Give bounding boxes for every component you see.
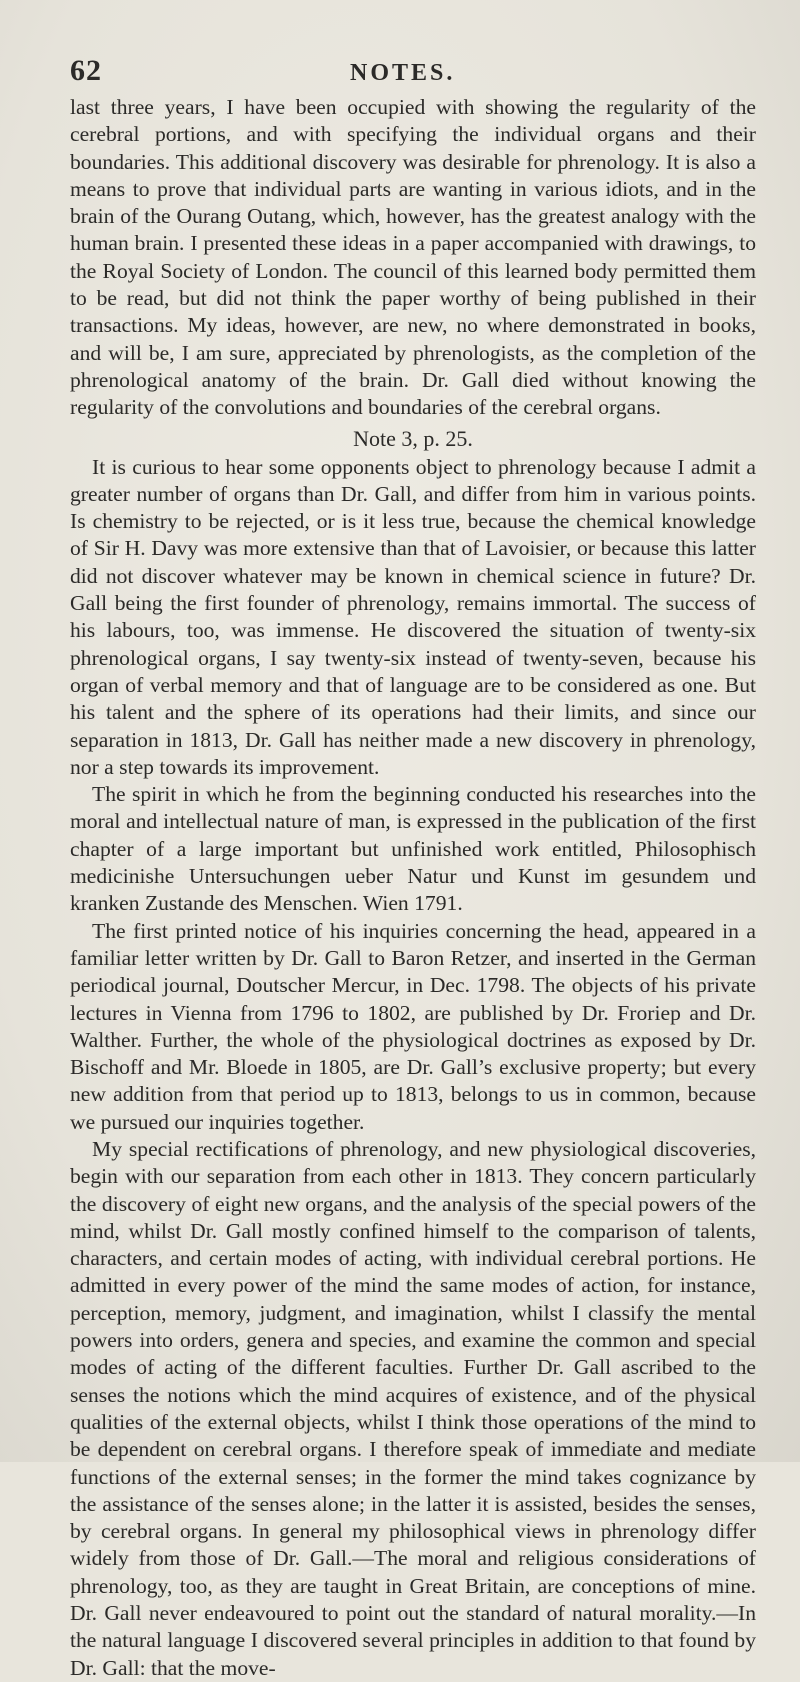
page-number: 62 bbox=[70, 54, 102, 87]
body-text bbox=[70, 94, 756, 1682]
paragraph-4: The first printed notice of his inquiries concerning the head, appeared in a familiar letter written by Dr. Gall to Baron Retzer, and inserted in the German periodical journal, Doutscher Mercur, in Dec. 1798. The objects of his private lectures in Vienna from 1796 to 1802, are published by Dr. Froriep and Dr. Walther. Further, the whole of the physiological doctrines as exposed by Dr. Bischoff and Mr. Bloede in 1805, are Dr. Gall’s exclusive property; but every new addition from that period up to 1813, belongs to us in common, because we pursued our inquiries together. bbox=[70, 918, 756, 1134]
page-header bbox=[70, 54, 756, 94]
paragraph-3: The spirit in which he from the beginning conducted his researches into the moral and intellectual nature of man, is expressed in the publication of the first chapter of a large important but unfinished work entitled, Philosophisch medicinishe Untersuchungen ueber Natur und Kunst im gesundem und kranken Zustande des Menschen. Wien 1791. bbox=[70, 782, 756, 916]
note-heading: Note 3, p. 25. bbox=[353, 425, 473, 451]
paragraph-5: My special rectifications of phrenology, and new physiological discoveries, begin with our separation from each other in 1813. They concern particularly the discovery of eight new organs, and the analysis of the special powers of the mind, whilst Dr. Gall mostly confined himself to the comparison of talents, characters, and certain modes of acting, with individual cerebral portions. He admitted in every power of the mind the same modes of action, for instance, perception, memory, judgment, and imagination, whilst I classify the mental powers into orders, genera and species, and examine the common and special modes of acting of the different faculties. Further Dr. Gall ascribed to the senses the notions which the mind acquires of existence, and of the physical qualities of the external objects, whilst I think those operations of the mind to be dependent on cerebral organs. I therefore speak of immediate and mediate functions of the external senses; in the former the mind takes cognizance by the assistance of the senses alone; in the latter it is assisted, besides the senses, by cerebral organs. In general my philosophical views in phrenology differ widely from those of Dr. Gall.—The moral and religious considerations of phrenology, too, as they are taught in Great Britain, are conceptions of mine. Dr. Gall never endeavoured to point out the standard of natural morality.—In the natural language I discovered several principles in addition to that found by Dr. Gall: that the move- bbox=[70, 1136, 756, 1680]
running-head: NOTES. bbox=[350, 60, 456, 86]
paragraph-1: last three years, I have been occupied with showing the regularity of the cerebral portions, and with specifying the individual organs and their boundaries. This additional discovery was desirable for phrenology. It is also a means to prove that individual parts are wanting in various idiots, and in the brain of the Ourang Outang, which, however, has the greatest analogy with the human brain. I presented these ideas in a paper accompanied with drawings, to the Royal Society of London. The council of this learned body permitted them to be read, but did not think the paper worthy of being published in their transactions. My ideas, however, are new, no where demonstrated in books, and will be, I am sure, appreciated by phrenologists, as the completion of the phrenological anatomy of the brain. Dr. Gall died without knowing the regularity of the convolutions and boundaries of the cerebral organs. bbox=[70, 95, 756, 420]
paragraph-2: It is curious to hear some opponents object to phrenology because I admit a greater number of organs than Dr. Gall, and differ from him in various points. Is chemistry to be rejected, or is it less true, because the chemical knowledge of Sir H. Davy was more extensive than that of Lavoisier, or because this latter did not discover whatever may be known in chemical science in future? Dr. Gall being the first founder of phrenology, remains immortal. The success of his labours, too, was immense. He discovered the situation of twenty-six phrenological organs, I say twenty-six instead of twenty-seven, because his organ of verbal memory and that of language are to be considered as one. But his talent and the sphere of its operations had their limits, and since our separation in 1813, Dr. Gall has neither made a new discovery in phrenology, nor a step towards its improvement. bbox=[70, 454, 756, 779]
